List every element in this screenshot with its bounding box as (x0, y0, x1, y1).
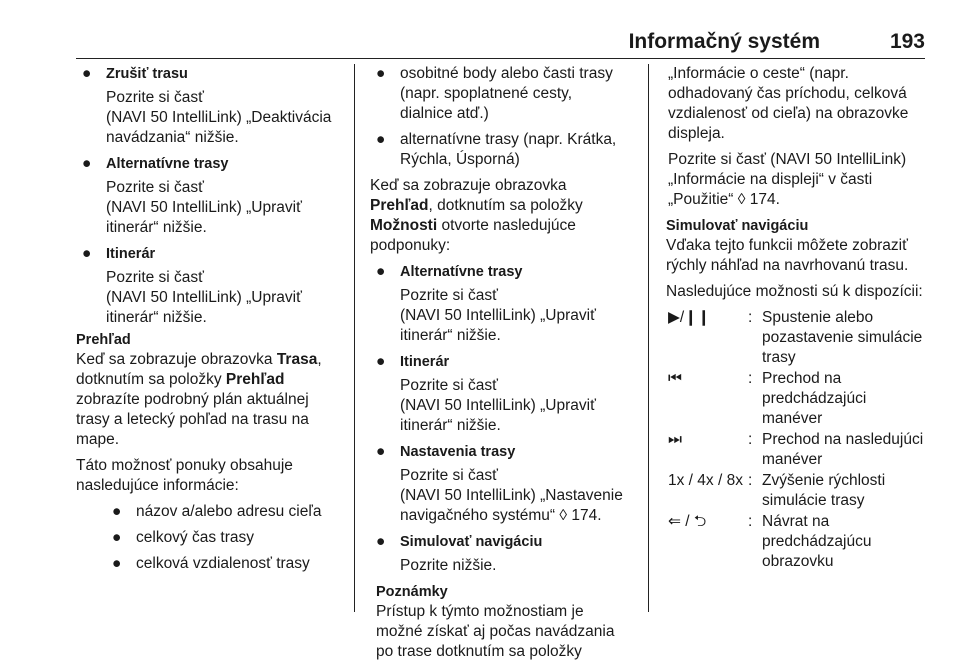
bullet-icon: ● (376, 263, 386, 280)
column-2 (370, 64, 638, 662)
list-item: ● celková vzdialenosť trasy (112, 555, 310, 572)
list-item: ● alternatívne trasy (napr. Krátka, Rýchla, Úsporná) (376, 131, 617, 168)
skip-back-icon: ⏮ (668, 370, 682, 387)
paragraph: Vďaka tejto funkcii môžete zobraziť rýchly náhľad na navrhovanú trasu. (666, 237, 909, 274)
paragraph: Nasledujúce možnosti sú k dispozícii: (666, 283, 923, 300)
list-item: ● Itinerár Pozrite si časť (NAVI 50 IntelliLink) „Upraviť itinerár“ nižšie. (376, 353, 596, 434)
bullet-icon: ● (82, 155, 92, 172)
back-return-icon: ⇐ / ⮌ (668, 513, 707, 530)
note-box: Poznámky Prístup k týmto možnostiam je možné získať aj počas navádzania po trase dotknutím sa položky (376, 584, 615, 660)
paragraph: Keď sa zobrazuje obrazovka Prehľad, dotknutím sa položky Možnosti otvorte nasledujúce podponuky: (370, 177, 583, 254)
paragraph: Pozrite si časť (NAVI 50 IntelliLink) „Informácie na displeji“ v časti „Použitie“ ◊ 174. (668, 151, 907, 208)
skip-forward-icon: ⏭ (668, 431, 682, 448)
bullet-icon: ● (376, 533, 386, 550)
list-item: ● Alternatívne trasy Pozrite si časť (NAVI 50 IntelliLink) „Upraviť itinerár“ nižšie. (82, 155, 302, 236)
column-3 (668, 64, 930, 573)
list-item: ● Zrušiť trasu Pozrite si časť (NAVI 50 IntelliLink) „Deaktivácia navádzania“ nižšie. (82, 65, 332, 146)
column-divider (648, 64, 649, 612)
bullet-icon: ● (82, 65, 92, 82)
page-number: 193 (889, 30, 925, 53)
list-item: ● Nastavenia trasy Pozrite si časť (NAVI 50 IntelliLink) „Nastavenie navigačného systému“ ◊ 174. (376, 443, 623, 524)
bullet-icon: ● (376, 65, 386, 82)
bullet-icon: ● (112, 555, 122, 572)
play-pause-icon: ▶/❙❙ (668, 309, 711, 326)
list-item: ● Alternatívne trasy Pozrite si časť (NAVI 50 IntelliLink) „Upraviť itinerár“ nižšie. (376, 263, 596, 344)
table-row: ⇐ / ⮌ : Návrat na predchádzajúcu obrazovku (668, 513, 872, 570)
bullet-icon: ● (376, 443, 386, 460)
bullet-icon: ● (82, 245, 92, 262)
list-item: ● celkový čas trasy (112, 529, 255, 546)
paragraph: Keď sa zobrazuje obrazovka Trasa, dotknutím sa položky Prehľad zobrazíte podrobný plán aktuálnej trasy a letecký pohľad na trasu na mape. (76, 351, 322, 448)
column-1 (76, 64, 344, 580)
bullet-icon: ● (376, 353, 386, 370)
speed-label: 1x / 4x / 8x (668, 472, 743, 489)
bullet-icon: ● (376, 131, 386, 148)
table-row: ▶/❙❙ : Spustenie alebo pozastavenie simulácie trasy (668, 309, 923, 366)
list-item: ● Simulovať navigáciu Pozrite nižšie. (376, 533, 543, 574)
bullet-icon: ● (112, 503, 122, 520)
list-item: ● osobitné body alebo časti trasy (napr. spoplatnené cesty, dialnice atď.) (376, 65, 613, 122)
section-heading: Prehľad (76, 332, 131, 348)
controls-table (668, 308, 930, 572)
paragraph: „Informácie o ceste“ (napr. odhadovaný čas príchodu, celková vzdialenosť od cieľa) na obrazovke displeja. (668, 65, 909, 142)
section-heading: Simulovať navigáciu (666, 218, 809, 234)
table-row: ⏮ : Prechod na predchádzajúci manéver (668, 370, 867, 427)
list-item: ● Itinerár Pozrite si časť (NAVI 50 IntelliLink) „Upraviť itinerár“ nižšie. (82, 245, 302, 326)
table-row: 1x / 4x / 8x : Zvýšenie rýchlosti simulácie trasy (668, 472, 886, 509)
list-item: ● názov a/alebo adresu cieľa (112, 503, 322, 520)
column-divider (354, 64, 355, 612)
header-rule (76, 58, 925, 59)
section-title: Informačný systém (628, 30, 820, 53)
bullet-icon: ● (112, 529, 122, 546)
table-row: ⏭ : Prechod na nasledujúci manéver (668, 431, 924, 468)
paragraph: Táto možnosť ponuky obsahuje nasledujúce informácie: (76, 457, 293, 494)
